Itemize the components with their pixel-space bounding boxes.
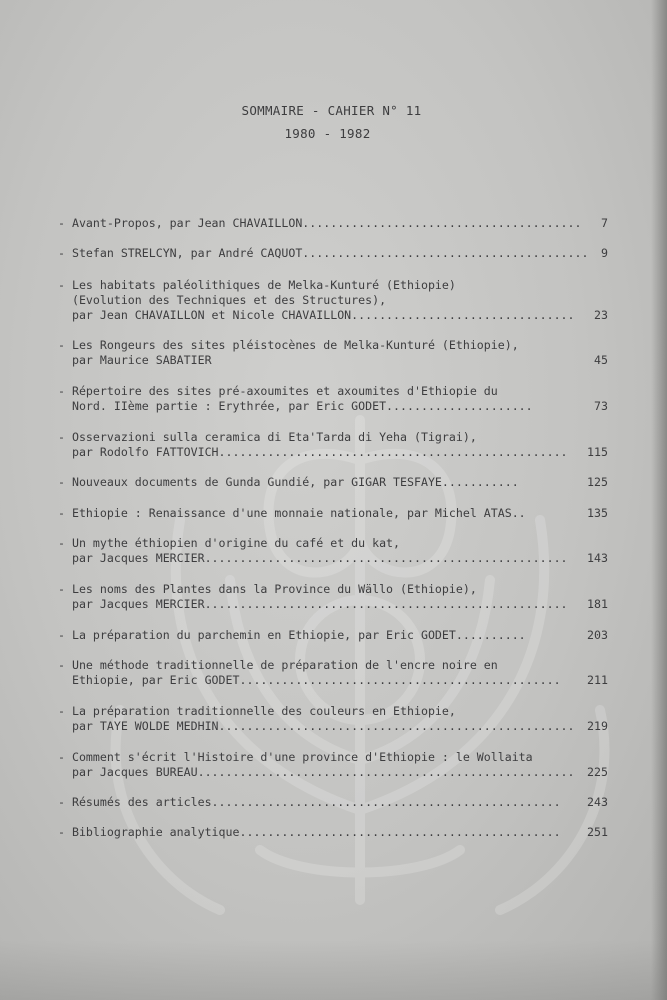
toc-entry-line: - Osservazioni sulla ceramica di Eta'Tarda di Yeha (Tigrai), [58,430,477,444]
toc-page-number: 23 [594,308,608,322]
page-bottom-shadow [0,940,667,1000]
page-subtitle-years: 1980 - 1982 [284,126,371,141]
toc-entry-line: Nord. IIème partie : Erythrée, par Eric GODET..................... [58,399,533,413]
toc-entry [58,628,608,643]
toc-entry-line: par Rodolfo FATTOVICH.................................................. [58,445,568,459]
toc-entry-line: - Les habitats paléolithiques de Melka-Kunturé (Ethiopie) [58,278,456,292]
toc-entry [58,750,608,780]
toc-entry [58,246,608,261]
toc-page-number: 181 [587,597,608,611]
toc-entry-line: - Stefan STRELCYN, par André CAQUOT......................................... [58,246,589,260]
toc-entry [58,536,608,566]
toc-entry [58,475,608,490]
toc-entry-line: - Bibliographie analytique.............................................. [58,825,561,839]
toc-entry-line: - Comment s'écrit l'Histoire d'une province d'Ethiopie : le Wollaita [58,750,533,764]
toc-entry-line: - Ethiopie : Renaissance d'une monnaie nationale, par Michel ATAS.. [58,506,526,520]
toc-entry [58,582,608,612]
toc-entry-line: par Jacques MERCIER.................................................... [58,597,568,611]
page-title: SOMMAIRE - CAHIER N° 11 [241,103,422,118]
toc-entry-line: par Maurice SABATIER [58,353,212,367]
toc-entry [58,430,608,460]
toc-entry [58,795,608,810]
toc-entry-line: Ethiopie, par Eric GODET.............................................. [58,673,561,687]
toc-page-number: 219 [587,719,608,733]
toc-page-number: 225 [587,765,608,779]
toc-entry-line: par TAYE WOLDE MEDHIN................................................... [58,719,575,733]
toc-entry-line: par Jacques BUREAU...................................................... [58,765,575,779]
toc-entry [58,825,608,840]
toc-entry-line: par Jacques MERCIER.................................................... [58,551,568,565]
toc-entry-line: - Nouveaux documents de Gunda Gundié, par GIGAR TESFAYE........... [58,475,519,489]
toc-page-number: 135 [587,506,608,520]
toc-entry-line: - La préparation traditionnelle des couleurs en Ethiopie, [58,704,456,718]
toc-entry [58,216,608,231]
toc-entry [58,338,608,368]
toc-page-number: 7 [601,216,608,230]
toc-page-number: 9 [601,246,608,260]
toc-page-number: 251 [587,825,608,839]
toc-entry-line: par Jean CHAVAILLON et Nicole CHAVAILLON................................ [58,308,575,322]
toc-entry-line: - Résumés des articles.................................................. [58,795,561,809]
toc-page-number: 243 [587,795,608,809]
toc-entry-line: - La préparation du parchemin en Ethiopie, par Eric GODET.......... [58,628,526,642]
toc-entry [58,278,608,323]
toc-entry [58,658,608,688]
toc-page-number: 203 [587,628,608,642]
toc-page-number: 211 [587,673,608,687]
toc-page-number: 125 [587,475,608,489]
toc-entry-line: (Evolution des Techniques et des Structures), [58,293,387,307]
toc-entry [58,506,608,521]
toc-page-number: 45 [594,353,608,367]
toc-entry-line: - Les noms des Plantes dans la Province du Wällo (Ethiopie), [58,582,477,596]
toc-page-number: 115 [587,445,608,459]
toc-entry-line: - Une méthode traditionnelle de préparation de l'encre noire en [58,658,498,672]
toc-entry [58,384,608,414]
toc-entry [58,704,608,734]
toc-page-number: 143 [587,551,608,565]
toc-page-number: 73 [594,399,608,413]
toc-entry-line: - Les Rongeurs des sites pléistocènes de Melka-Kunturé (Ethiopie), [58,338,519,352]
toc-entry-line: - Répertoire des sites pré-axoumites et axoumites d'Ethiopie du [58,384,498,398]
toc-entry-line: - Avant-Propos, par Jean CHAVAILLON........................................ [58,216,582,230]
toc-entry-line: - Un mythe éthiopien d'origine du café et du kat, [58,536,401,550]
